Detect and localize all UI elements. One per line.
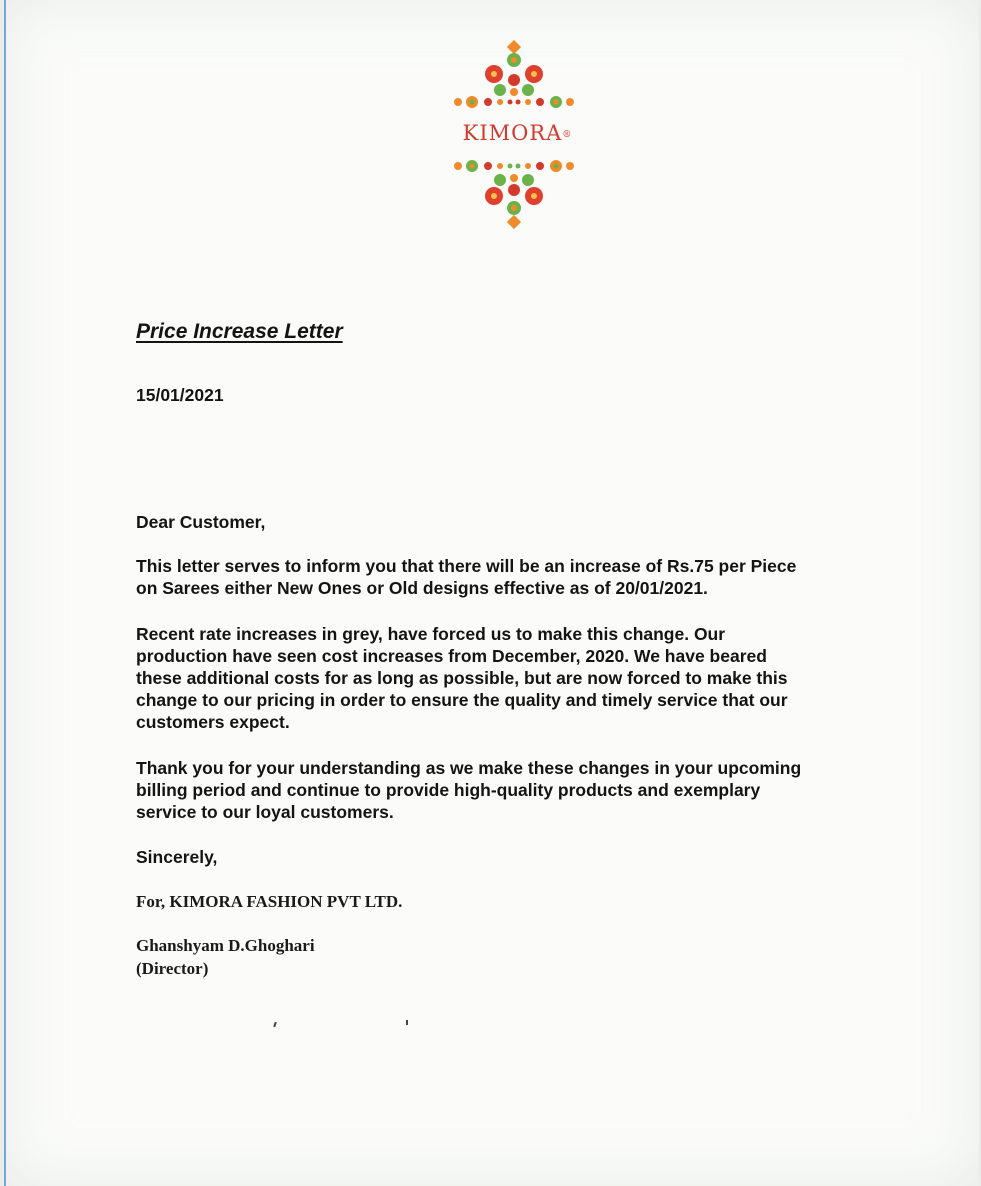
signer-title: (Director) <box>136 959 209 978</box>
paragraph-line: billing period and continue to provide high-quality products and exemplary <box>136 780 761 800</box>
scan-speck <box>273 1022 277 1027</box>
trademark-symbol: ® <box>562 130 573 140</box>
scan-speck <box>406 1020 408 1025</box>
paragraph-line: customers expect. <box>136 712 290 732</box>
letter-greeting: Dear Customer, <box>136 512 266 532</box>
paragraph-line: Thank you for your understanding as we make these changes in your upcoming <box>136 758 802 778</box>
logo-bottom-motif <box>454 160 574 229</box>
paragraph-line: service to our loyal customers. <box>136 802 394 822</box>
letter-page <box>4 0 979 1186</box>
brand-name: kimora <box>462 113 563 148</box>
letter-closing: Sincerely, <box>136 847 218 867</box>
kimora-wordmark <box>450 114 585 148</box>
signer-name: Ghanshyam D.Ghoghari <box>136 936 315 955</box>
paragraph-2 <box>136 623 896 733</box>
paragraph-line: these additional costs for as long as possible, but are now forced to make this <box>136 668 788 688</box>
letter-date: 15/01/2021 <box>136 385 224 405</box>
paragraph-3 <box>136 757 896 823</box>
letter-heading: Price Increase Letter <box>136 320 343 343</box>
company-line: For, KIMORA FASHION PVT LTD. <box>136 892 403 911</box>
paragraph-line: on Sarees either New Ones or Old designs effective as of 20/01/2021. <box>136 578 708 598</box>
paragraph-line: production have seen cost increases from December, 2020. We have beared <box>136 646 767 666</box>
paragraph-1 <box>136 555 896 599</box>
paragraph-line: change to our pricing in order to ensure the quality and timely service that our <box>136 690 788 710</box>
paragraph-line: Recent rate increases in grey, have forced us to make this change. Our <box>136 624 726 644</box>
paragraph-line: This letter serves to inform you that there will be an increase of Rs.75 per Piece <box>136 556 797 576</box>
logo-top-motif <box>454 40 574 108</box>
